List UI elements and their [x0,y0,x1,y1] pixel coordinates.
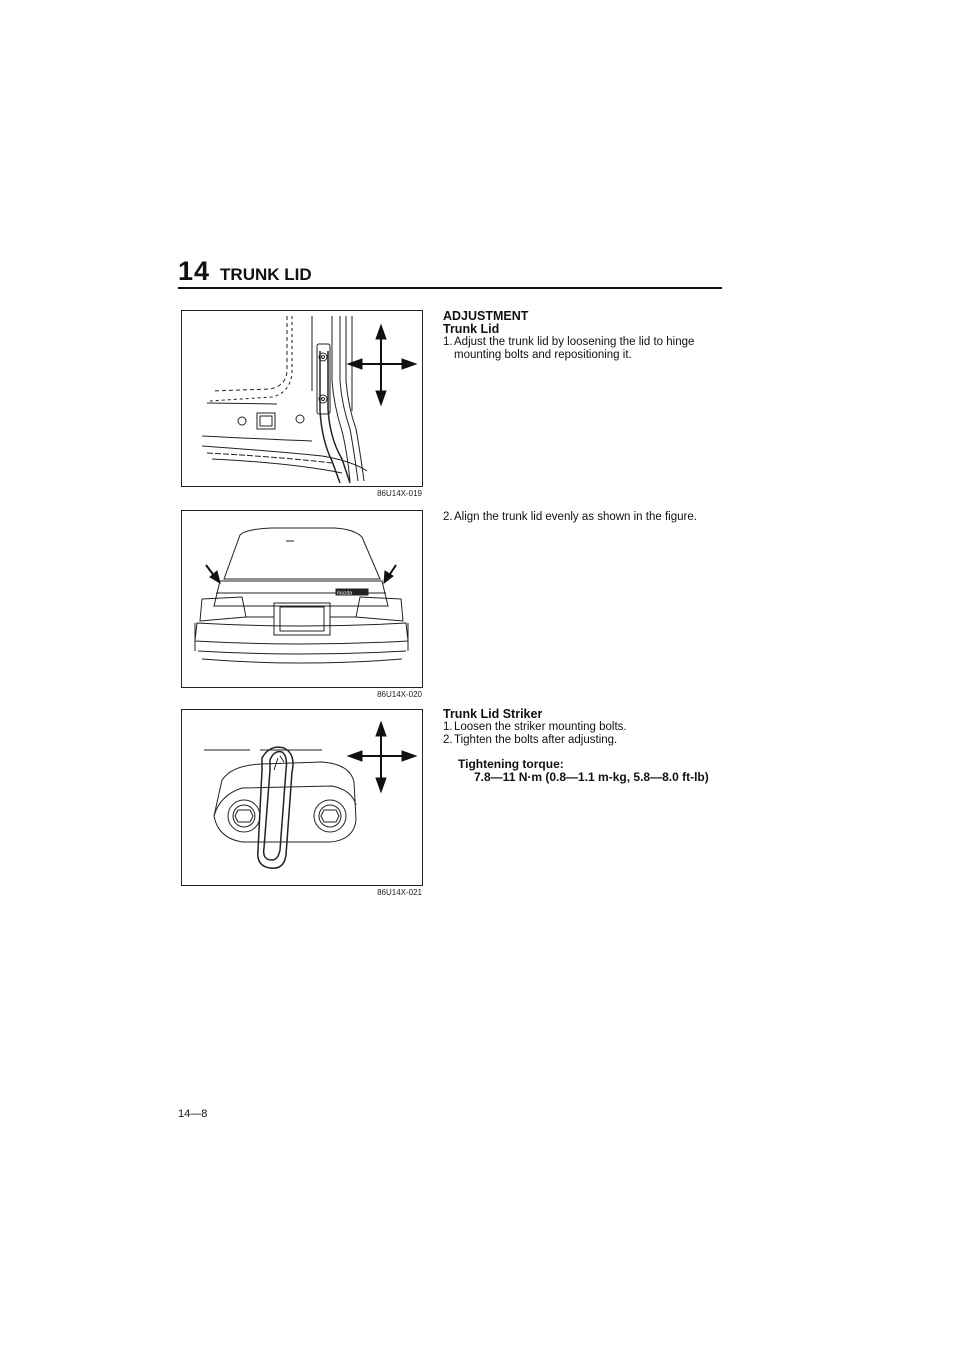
chapter-title: TRUNK LID [220,265,312,284]
step-number: 2. [443,511,453,523]
align-step [443,511,733,524]
step-item [443,734,733,747]
figure-trunk-striker [181,709,423,886]
trunk-striker-illustration-icon [182,710,421,884]
torque-value: 7.8—11 N·m (0.8—1.1 m-kg, 5.8—8.0 ft-lb) [474,770,709,784]
step-item [443,511,733,524]
figure-code: 86U14X-019 [377,489,422,498]
adjustment-section [443,310,733,362]
step-text: Tighten the bolts after adjusting. [454,734,618,746]
car-rear-view-illustration-icon [182,511,421,686]
figure-code: 86U14X-020 [377,690,422,699]
step-item [443,336,733,362]
step-text: Adjust the trunk lid by loosening the lid to hinge mounting bolts and repositioning it. [454,336,695,361]
step-number: 1. [443,721,453,733]
striker-section [443,708,733,784]
subsection-heading: Trunk Lid Striker [443,707,543,721]
torque-spec [443,758,733,784]
torque-label: Tightening torque: [458,757,564,771]
step-item [443,721,733,734]
step-number: 2. [443,734,453,746]
subsection-heading: Trunk Lid [443,322,500,336]
header-rule [178,287,722,289]
svg-text:mazda: mazda [337,590,353,597]
figure-car-rear [181,510,423,688]
figure-code: 86U14X-021 [377,888,422,897]
figure-trunk-hinge [181,310,423,487]
page-number: 14—8 [178,1108,208,1120]
step-text: Align the trunk lid evenly as shown in the figure. [454,511,697,523]
page-header [178,256,312,287]
trunk-hinge-illustration-icon [182,311,421,485]
step-number: 1. [443,336,453,348]
chapter-number: 14 [178,256,211,286]
step-text: Loosen the striker mounting bolts. [454,721,627,733]
section-heading: ADJUSTMENT [443,309,529,323]
